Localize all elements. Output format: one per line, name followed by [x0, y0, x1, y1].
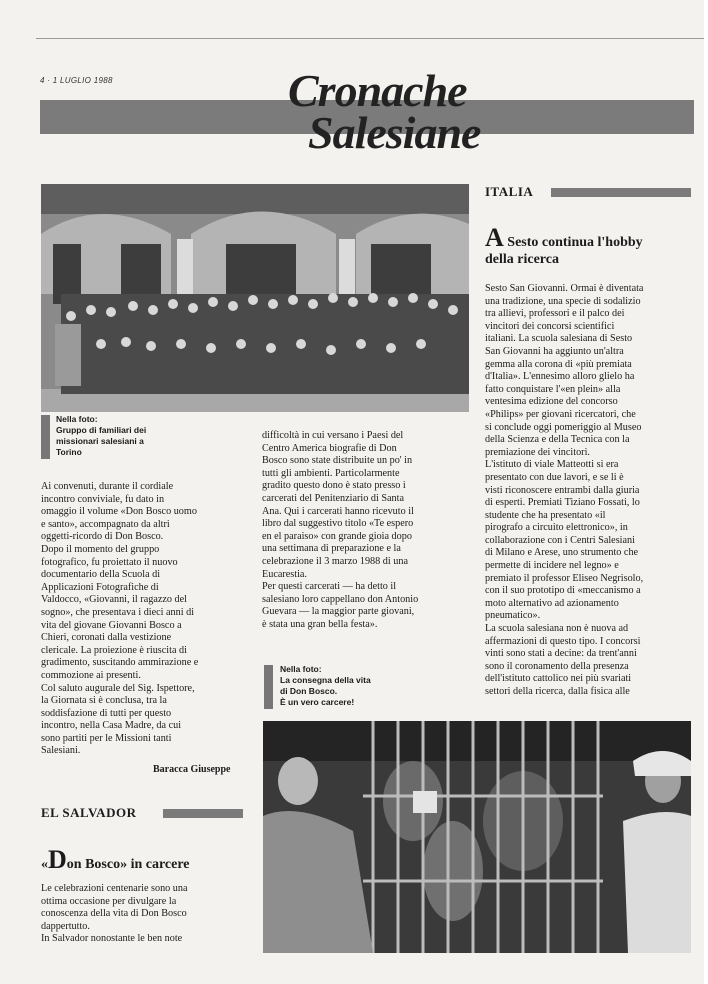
headline-text: on Bosco» in carcere [66, 857, 190, 872]
text-line: San Giovanni ha aggiunto un'altra [485, 345, 624, 357]
text-line: affermazioni di questo tipo. I concorsi [485, 635, 641, 647]
text-line: della Scienza e della Tecnica con la [485, 434, 630, 446]
article-middle-text [262, 430, 472, 632]
text-line: Eucarestia. [262, 568, 307, 580]
text-line: «Philips» per giovani ricercatori, che [485, 408, 636, 420]
text-line: Applicazioni Fotografiche di [41, 581, 159, 593]
text-line: Per questi carcerati — ha detto il [262, 581, 397, 593]
text-line: Valdocco, «Giovanni, il ragazzo del [41, 594, 187, 606]
text-line: L'istituto di viale Matteotti si era [485, 459, 619, 471]
text-line: moto alternativo ad azionamento [485, 597, 619, 609]
text-line: dell'istituto cattolico nei più svariati [485, 673, 632, 685]
text-line: italiani. La scuola salesiana di Sesto [485, 333, 633, 345]
text-line: premiazione dei vincitori. [485, 446, 590, 458]
text-line: clericale. La proiezione è riuscita di [41, 644, 187, 656]
text-line: pirografo a circuito elettronico», in [485, 522, 628, 534]
text-line: salesiano loro cappellano don Antonio [262, 593, 419, 605]
caption-line: missionari salesiani a [56, 436, 144, 446]
caption-bar [264, 665, 273, 709]
text-line: sogno», che presentava i dieci anni di [41, 606, 195, 618]
prison-photo [263, 721, 691, 953]
caption-line: Torino [56, 447, 82, 457]
text-line: libro dal suggestivo titolo «Te espero [262, 518, 414, 530]
section-el-salvador: EL SALVADOR [41, 805, 137, 820]
text-line: Le celebrazioni centenarie sono una [41, 883, 188, 894]
el-salvador-text [41, 883, 251, 946]
headline-dropcap: A [485, 223, 504, 252]
text-line: incontro, nella Casa Madre, da cui [41, 720, 182, 732]
text-line: è stata una gran bella festa». [262, 618, 378, 630]
text-line: settori della ricerca, dalla fisica alle [485, 686, 630, 697]
text-line: Chieri, coronati dalla vestizione [41, 632, 172, 644]
text-line: collaborazione con i Centri Salesiani [485, 534, 635, 546]
text-line: carcerati del Penitenziario di Santa [262, 492, 404, 504]
text-line: presentato con due lavori, e se li è [485, 471, 624, 483]
section-bar [163, 809, 243, 818]
caption-bar [41, 415, 50, 459]
text-line: Salesiani. [41, 745, 81, 757]
logo-line-1: Cronache [288, 65, 467, 116]
text-line: fatto conquistare l'«en plein» alla [485, 383, 621, 395]
text-line: Ai convenuti, durante il cordiale [41, 481, 174, 492]
caption-line: Gruppo di familiari dei [56, 425, 147, 435]
text-line: documentario della Scuola di [41, 569, 161, 581]
text-line: si conclude oggi pomeriggio al Museo [485, 421, 642, 433]
text-line: vincitori dei concorsi scientifici [485, 320, 615, 332]
text-line: ventesima edizione del concorso [485, 396, 618, 408]
top-rule [36, 38, 706, 39]
photo-caption [56, 414, 146, 458]
text-line: con il suo prototipo di «meccanismo a [485, 585, 641, 597]
headline-dropcap: D [48, 845, 67, 874]
signature: Baracca Giuseppe [153, 764, 231, 775]
text-line: Sesto San Giovanni. Ormai è diventata [485, 283, 644, 294]
text-line: dappertutto. [41, 920, 90, 932]
text-line: e santo», accompagnato da altri [41, 518, 170, 530]
text-line: studente che ha presentato «il [485, 509, 606, 521]
text-line: omaggio il volume «Don Bosco uomo [41, 506, 197, 518]
text-line: una tradizione, una specie di sodalizio [485, 295, 641, 307]
text-line: soddisfazione di tutti per questo [41, 707, 172, 719]
masthead-logo [284, 64, 524, 164]
article-left-text [41, 481, 251, 758]
caption-label: Nella foto: [280, 664, 322, 674]
text-line: conoscenza della vita di Don Bosco [41, 908, 187, 920]
caption-label: Nella foto: [56, 414, 98, 424]
text-line: di Milano e Arese, uno strumento che [485, 547, 639, 559]
text-line: vinti sono stati a decine: da trent'anni [485, 648, 637, 660]
text-line: Guevara — la maggior parte giovani, [262, 606, 415, 618]
prison-photo-icon [263, 721, 691, 953]
text-line: permette di incidere nel legno» e [485, 560, 619, 572]
caption-line: La consegna della vita [280, 675, 371, 685]
text-line: Bosco sono state distribuite un po' in [262, 455, 413, 467]
text-line: vita del giovane Giovanni Bosco a [41, 619, 182, 631]
group-photo [41, 184, 469, 412]
text-line: visti riconoscere entrambi dalla giuria [485, 484, 640, 496]
group-photo-icon [41, 184, 469, 412]
headline-text: Sesto continua l'hobby [503, 235, 643, 250]
text-line: difficoltà in cui versano i Paesi del [262, 430, 404, 441]
text-line: di esperti. Premiati Tiziano Fossati, lo [485, 497, 640, 509]
text-line: fotografico, fu proiettato il nuovo [41, 556, 178, 568]
section-bar [551, 188, 691, 197]
text-line: commozione ai presenti. [41, 669, 141, 681]
text-line: Col saluto augurale del Sig. Ispettore, [41, 682, 195, 694]
logo-line-2: Salesiane [308, 107, 481, 158]
text-line: d'Italia». L'ennesimo alloro glielo ha [485, 371, 635, 383]
italia-text [485, 283, 700, 699]
text-line: gradito questo dono è stato presso i [262, 480, 406, 492]
text-line: la Giornata si è conclusa, tra la [41, 695, 167, 707]
text-line: ottima occasione per divulgare la [41, 895, 177, 907]
text-line: tutti gli ambienti. Particolarmente [262, 467, 400, 479]
headline-text: della ricerca [485, 252, 559, 267]
photo-caption [280, 664, 371, 708]
text-line: incontro conviviale, fu dato in [41, 493, 165, 505]
section-italia: ITALIA [485, 184, 534, 199]
headline-don-bosco [41, 845, 190, 874]
caption-line: È un vero carcere! [280, 697, 355, 707]
text-line: pneumatico». [485, 610, 541, 622]
page-info: 4 · 1 LUGLIO 1988 [40, 76, 113, 85]
text-line: oggetti-ricordo di Don Bosco. [41, 531, 164, 543]
text-line: gemma alla corona di «più premiata [485, 358, 632, 370]
text-line: en el paraiso» con grande gioia dopo [262, 530, 412, 542]
text-line: In Salvador nonostante le ben note [41, 933, 183, 945]
headline-sesto [485, 223, 643, 268]
text-line: tra allievi, professori e il palco dei [485, 308, 625, 320]
headline-quote: « [41, 857, 48, 872]
text-line: celebrazione il 3 marzo 1988 di una [262, 555, 408, 567]
page-edge [704, 0, 708, 984]
text-line: sono il coronamento della presenza [485, 660, 629, 672]
text-line: una settimana di preparazione e la [262, 543, 401, 555]
text-line: premiato il professor Eliseo Negrisolo, [485, 572, 644, 584]
caption-line: di Don Bosco. [280, 686, 338, 696]
text-line: La scuola salesiana non è nuova ad [485, 623, 629, 635]
text-line: sono partiti per le Missioni tanti [41, 732, 172, 744]
text-line: Ana. Qui i carcerati hanno ricevuto il [262, 505, 414, 517]
text-line: gradimento, suscitando ammirazione e [41, 657, 199, 669]
text-line: Dopo il momento del gruppo [41, 543, 160, 555]
text-line: Centro America biografie di Don [262, 442, 397, 454]
